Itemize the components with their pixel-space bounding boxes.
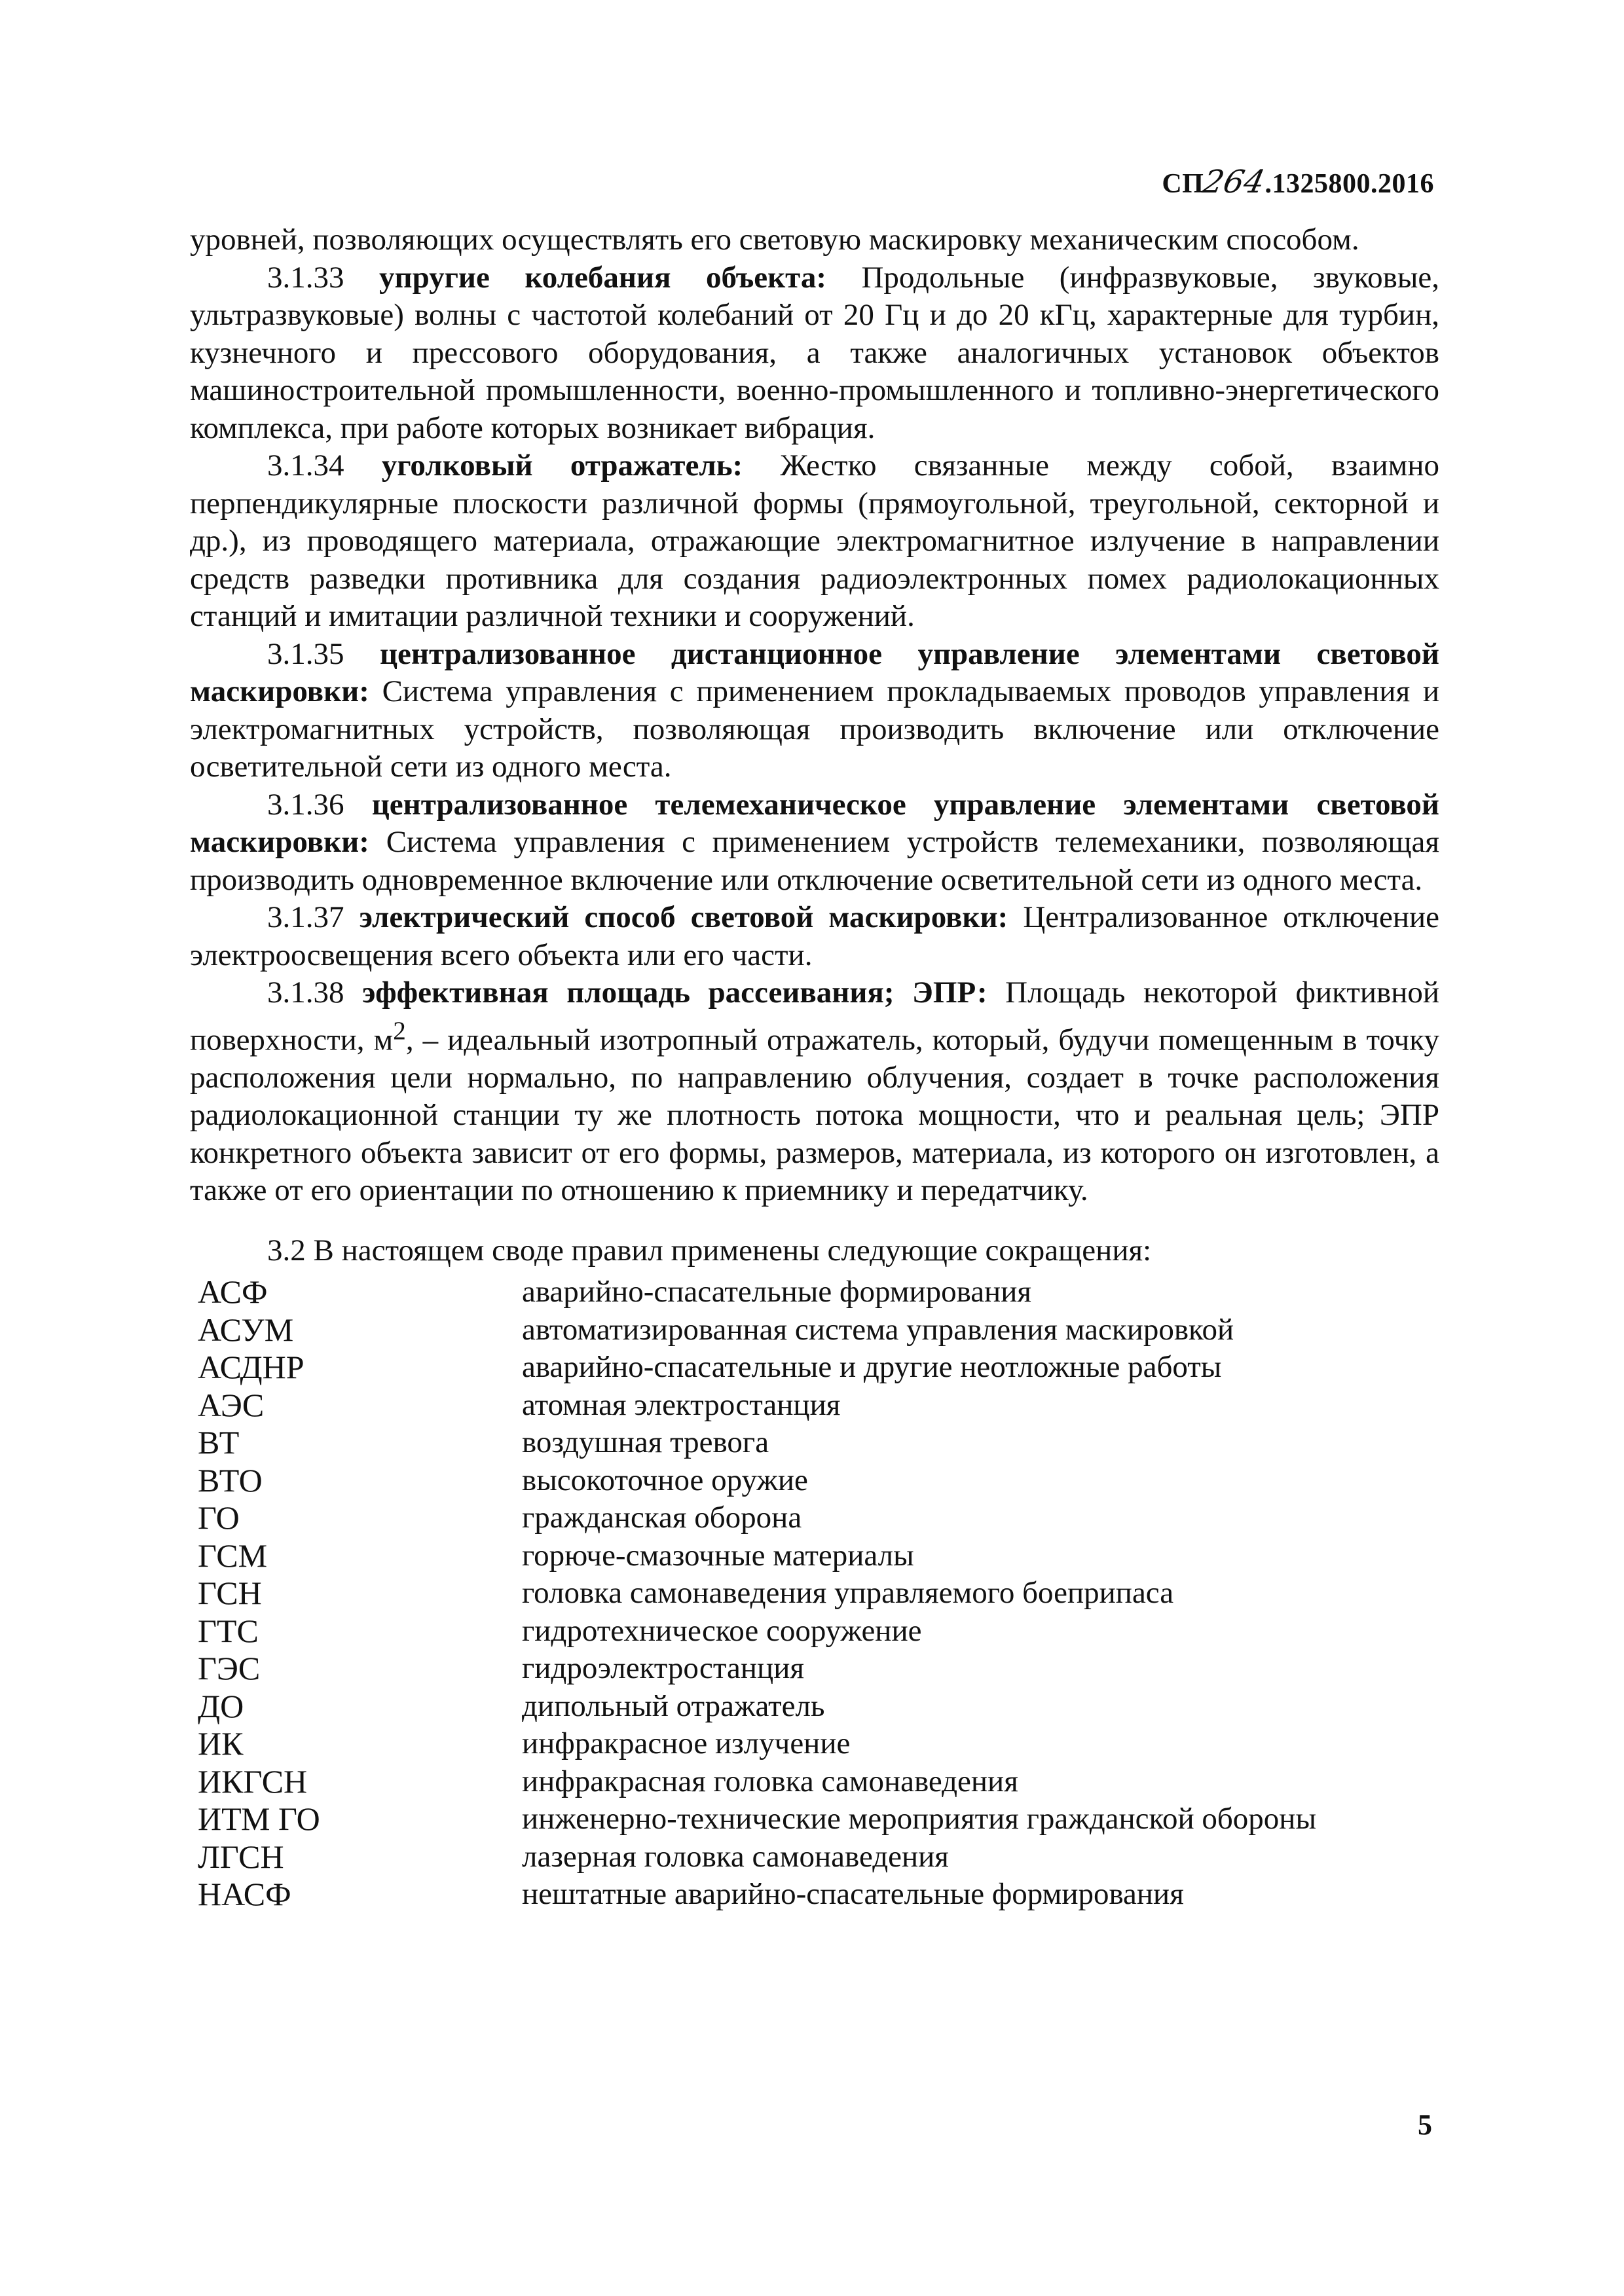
definition-number: 3.1.36 [267, 787, 344, 822]
abbreviation-code: ИТМ ГО [198, 1800, 320, 1838]
definition-text: Система управления с применением устройств телемеханики, позволяющая производить одновременное включение или отключение осветительной сети из одного места. [190, 825, 1439, 897]
abbreviation-code: ГСН [198, 1575, 262, 1612]
abbreviations-intro: 3.2 В настоящем своде правил применены следующие сокращения: [267, 1233, 1152, 1267]
abbreviation-row [190, 1537, 1439, 1575]
abbreviation-code: ГЭС [198, 1650, 261, 1687]
abbreviation-row [190, 1838, 1439, 1876]
definition-term: эффективная площадь рассеивания; ЭПР: [362, 975, 987, 1010]
definition-text: Жестко связанные между собой, взаимно перпендикулярные плоскости различной формы (прямоугольной, треугольной, секторной и др.), из проводящего материала, отражающие электромагнитное излучение в направлении средств разведки противника для создания радиоэлектронных помех радиолокационных станций и имитации различной техники и сооружений. [190, 448, 1440, 633]
abbreviation-code: АЭС [198, 1386, 265, 1423]
definition-number: 3.1.38 [267, 975, 344, 1010]
page-number: 5 [1418, 2109, 1432, 2141]
abbreviation-code: НАСФ [198, 1876, 291, 1913]
abbreviation-meaning: аварийно-спасательные и другие неотложные работы [522, 1350, 1222, 1385]
abbreviation-meaning: лазерная головка самонаведения [522, 1839, 949, 1874]
abbreviation-code: АСФ [198, 1273, 268, 1311]
abbreviation-row [190, 1575, 1439, 1613]
abbreviation-meaning: гидроэлектростанция [522, 1651, 804, 1686]
abbreviation-code: АСУМ [198, 1311, 294, 1348]
definition-number: 3.1.34 [267, 448, 344, 483]
abbreviation-code: ДО [198, 1687, 244, 1724]
abbreviation-row [190, 1613, 1439, 1650]
abbreviation-row [190, 1688, 1439, 1726]
definition-text: Площадь некоторой фиктивной поверхности, м [190, 975, 1440, 1057]
definition-number: 3.1.33 [267, 260, 344, 295]
abbreviation-code: ГО [198, 1499, 240, 1537]
definition-term: централизованное телемеханическое управление элементами световой маскировки: [190, 787, 1439, 859]
abbreviation-meaning: головка самонаведения управляемого боеприпаса [522, 1576, 1174, 1611]
definition-3-1-34 [190, 447, 1439, 636]
definition-text: Продольные (инфразвуковые, звуковые, ультразвуковые) волны с частотой колебаний от 20 Гц и до 20 кГц, характерные для турбин, кузнечного и прессового оборудования, а также аналогичных установок объектов машиностроительной промышленности, военно-промышленного и топливно-энергетического комплекса, при работе которых возникает вибрация. [190, 260, 1440, 445]
abbreviation-code: ЛГСН [198, 1838, 284, 1875]
abbreviation-meaning: атомная электростанция [522, 1387, 841, 1422]
continuation-paragraph [190, 221, 1439, 259]
paragraph-text: уровней, позволяющих осуществлять его световую маскировку механическим способом. [190, 223, 1359, 257]
abbreviation-row [190, 1424, 1439, 1462]
definition-text: Система управления с применением прокладываемых проводов управления и электромагнитных устройств, позволяющая производить включение или отключение осветительной сети из одного места. [190, 674, 1440, 784]
definition-text: Централизованное отключение электроосвещения всего объекта или его части. [190, 900, 1439, 972]
abbreviation-row [190, 1800, 1439, 1838]
abbreviation-row [190, 1499, 1439, 1537]
abbreviation-row [190, 1763, 1439, 1801]
abbreviations-table [190, 1273, 1439, 1914]
definition-term: электрический способ световой маскировки: [359, 900, 1008, 934]
abbreviation-meaning: гражданская оборона [522, 1501, 802, 1535]
abbreviation-meaning: гидротехническое сооружение [522, 1613, 922, 1648]
superscript-exponent: 2 [393, 1016, 406, 1045]
abbreviation-code: АСДНР [198, 1349, 304, 1386]
abbreviation-row [190, 1462, 1439, 1500]
abbreviation-row [190, 1725, 1439, 1763]
abbreviation-meaning: инженерно-технические мероприятия гражданской обороны [522, 1802, 1317, 1836]
abbreviation-meaning: высокоточное оружие [522, 1463, 808, 1497]
abbreviation-meaning: нештатные аварийно-спасательные формирования [522, 1877, 1184, 1912]
abbreviation-row [190, 1387, 1439, 1425]
abbreviation-meaning: воздушная тревога [522, 1425, 769, 1460]
abbreviation-meaning: инфракрасная головка самонаведения [522, 1764, 1018, 1798]
abbreviation-meaning: автоматизированная система управления маскировкой [522, 1312, 1234, 1347]
document-code-suffix: .1325800.2016 [1264, 169, 1434, 199]
abbreviation-meaning: дипольный отражатель [522, 1688, 825, 1723]
definition-3-1-36 [190, 786, 1439, 900]
handwritten-document-number: 264 [1200, 164, 1269, 200]
abbreviation-meaning: горюче-смазочные материалы [522, 1538, 914, 1573]
document-code-prefix: СП [1162, 169, 1204, 199]
abbreviation-code: ИК [198, 1725, 244, 1762]
document-code-header [1162, 164, 1434, 200]
abbreviation-code: ГСМ [198, 1537, 268, 1574]
definition-3-1-38 [190, 974, 1439, 1210]
definition-term: уголковый отражатель: [381, 448, 743, 483]
definition-term: упругие колебания объекта: [378, 260, 826, 295]
abbreviation-code: ВТ [198, 1424, 240, 1461]
abbreviations-table-body [190, 1273, 1439, 1914]
definition-3-1-35 [190, 636, 1439, 786]
definition-number: 3.1.37 [267, 900, 344, 934]
definition-term: централизованное дистанционное управление элементами световой маскировки: [190, 636, 1440, 708]
abbreviation-code: ВТО [198, 1461, 263, 1499]
definition-3-1-37 [190, 899, 1439, 974]
definition-text-continued: , – идеальный изотропный отражатель, который, будучи помещенным в точку расположения цели нормально, по направлению облучения, создает в точке расположения радиолокационной станции ту же плотность потока мощности, что и реальная цель; ЭПР конкретного объекта зависит от его формы, размеров, материала, из которого он изготовлен, а также от его ориентации по отношению к приемнику и передатчику. [190, 1023, 1439, 1208]
definition-number: 3.1.35 [267, 636, 344, 671]
abbreviation-row [190, 1273, 1439, 1311]
abbreviation-meaning: инфракрасное излучение [522, 1726, 851, 1761]
abbreviation-row [190, 1311, 1439, 1349]
abbreviation-row [190, 1650, 1439, 1688]
abbreviation-code: ГТС [198, 1612, 259, 1649]
abbreviation-code: ИКГСН [198, 1762, 308, 1800]
abbreviation-row [190, 1876, 1439, 1914]
definition-3-1-33 [190, 259, 1439, 448]
abbreviation-row [190, 1349, 1439, 1387]
page-body [190, 221, 1439, 1914]
abbreviation-meaning: аварийно-спасательные формирования [522, 1275, 1031, 1309]
